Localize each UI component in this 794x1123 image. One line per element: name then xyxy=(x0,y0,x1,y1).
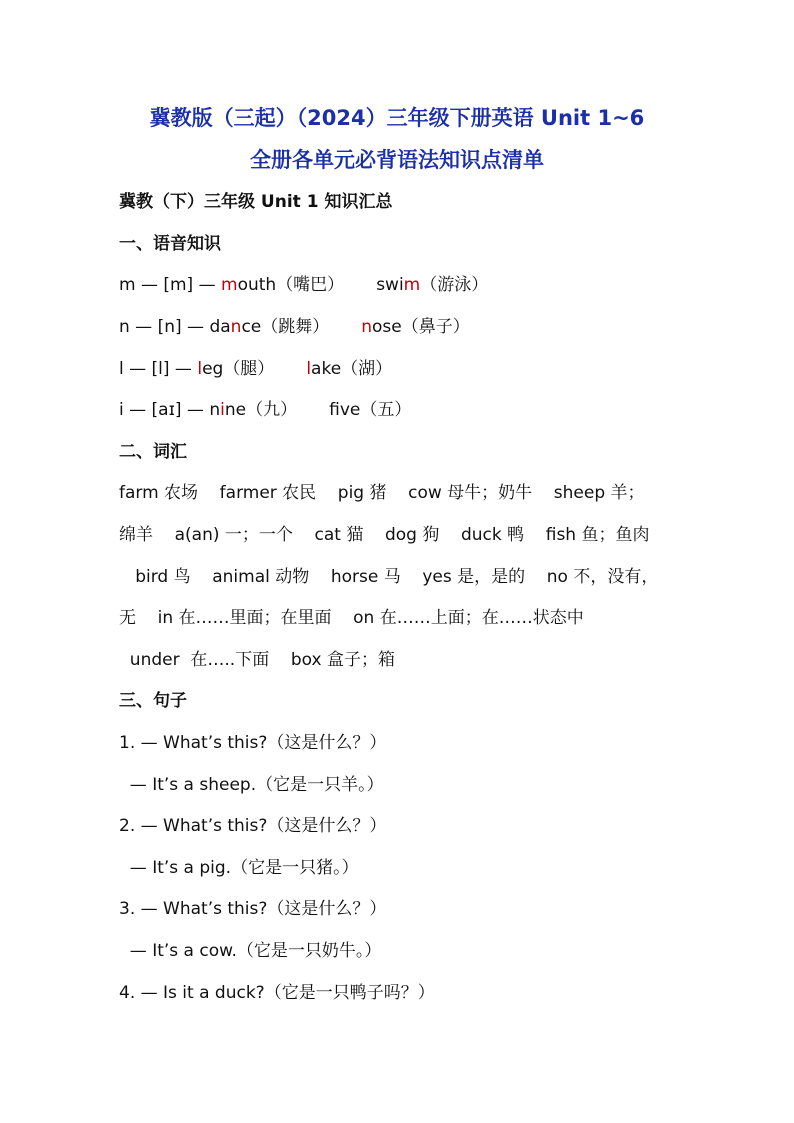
phonics-word-part: eg xyxy=(202,359,224,379)
phonics-word-part: ake xyxy=(311,359,342,379)
phonics-row xyxy=(119,357,392,381)
sentence-line: 2. — What’s this?（这是什么？） xyxy=(119,816,387,836)
phonics-translation: （腿） xyxy=(223,359,275,379)
sentence-line: 4. — Is it a duck?（它是一只鸭子吗？） xyxy=(119,983,435,1003)
phonics-rule: i — [aɪ] — xyxy=(119,400,210,420)
phonics-word-part: ose xyxy=(372,317,402,337)
phonics-word-part: n xyxy=(209,400,221,420)
phonics-rule: n — [n] — xyxy=(119,317,210,337)
phonics-row xyxy=(119,273,488,297)
phonics-rule: l — [l] — xyxy=(119,359,198,379)
sentence-line: — It’s a sheep.（它是一只羊。） xyxy=(119,775,384,795)
vocabulary-line: 绵羊 a(an) 一；一个 cat 猫 dog 狗 duck 鸭 fish 鱼；鱼肉 xyxy=(119,525,650,545)
phonics-highlight-letter: i xyxy=(220,400,225,420)
phonics-translation: （五） xyxy=(360,400,412,420)
phonics-word-part: ce xyxy=(241,317,262,337)
phonics-rule: m — [m] — xyxy=(119,275,221,295)
phonics-highlight-letter: n xyxy=(230,317,242,337)
document-title-line-2: 全册各单元必背语法知识点清单 xyxy=(250,148,544,172)
phonics-translation: （嘴巴） xyxy=(276,275,345,295)
phonics-highlight-letter: l xyxy=(306,359,312,379)
phonics-word-part: ve xyxy=(339,400,361,420)
vocabulary-line: 无 in 在……里面；在里面 on 在……上面；在……状态中 xyxy=(119,608,584,628)
vocabulary-line: under 在…..下面 box 盒子；箱 xyxy=(119,650,395,670)
phonics-translation: （鼻子） xyxy=(401,317,470,337)
phonics-translation: （九） xyxy=(246,400,298,420)
phonics-row xyxy=(119,398,411,422)
phonics-translation: （游泳） xyxy=(420,275,489,295)
phonics-translation: （跳舞） xyxy=(261,317,330,337)
phonics-highlight-letter: n xyxy=(361,317,373,337)
sentence-line: 3. — What’s this?（这是什么？） xyxy=(119,899,387,919)
vocabulary-line: bird 鸟 animal 动物 horse 马 yes 是，是的 no 不，没有， xyxy=(119,567,659,587)
phonics-word-part: f xyxy=(329,400,340,420)
phonics-heading: 一、语音知识 xyxy=(119,234,221,254)
phonics-translation: （湖） xyxy=(341,359,393,379)
phonics-word-part: ne xyxy=(224,400,247,420)
phonics-row xyxy=(119,315,470,339)
vocabulary-line: farm 农场 farmer 农民 pig 猪 cow 母牛；奶牛 sheep 羊； xyxy=(119,483,645,503)
unit-heading: 冀教（下）三年级 Unit 1 知识汇总 xyxy=(119,192,393,212)
phonics-highlight-letter: m xyxy=(403,275,421,295)
sentences-heading: 三、句子 xyxy=(119,691,187,711)
sentence-line: — It’s a pig.（它是一只猪。） xyxy=(119,858,359,878)
phonics-word-part: da xyxy=(209,317,231,337)
phonics-highlight-letter: m xyxy=(221,275,238,295)
phonics-word-part: swi xyxy=(376,275,404,295)
sentence-line: — It’s a cow.（它是一只奶牛。） xyxy=(119,941,382,961)
sentence-line: 1. — What’s this?（这是什么？） xyxy=(119,733,387,753)
vocabulary-heading: 二、词汇 xyxy=(119,442,187,462)
phonics-highlight-letter: l xyxy=(197,359,203,379)
phonics-word-part: outh xyxy=(237,275,277,295)
document-title-line-1: 冀教版（三起）（2024）三年级下册英语 Unit 1~6 xyxy=(149,106,645,130)
